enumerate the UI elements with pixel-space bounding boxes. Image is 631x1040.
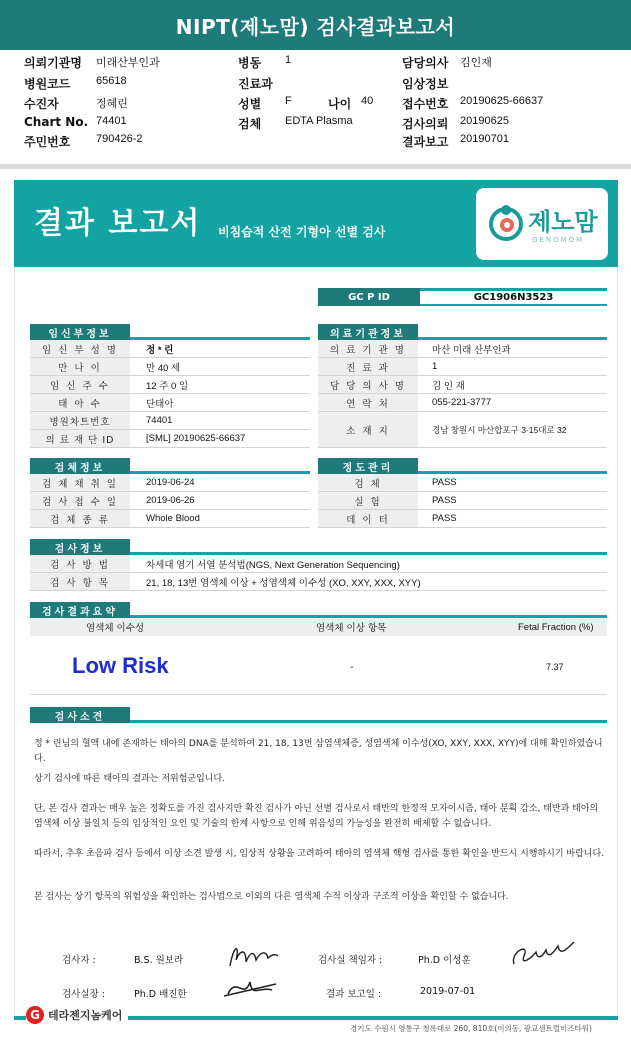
row-value: PASS: [432, 513, 457, 524]
row-value: 단태아: [146, 398, 174, 410]
row-key: 실 험: [318, 492, 418, 509]
row-value: 21, 18, 13번 염색체 이상 + 성염색체 이수성 (XO, XXY, XXX, XYY): [146, 577, 421, 589]
row-value: 1: [432, 361, 438, 372]
row-key: 검 사 항 목: [30, 573, 130, 590]
summary-header-row: [30, 618, 607, 636]
table-row: [30, 412, 310, 430]
table-row: [30, 340, 310, 358]
age-label: 나이: [328, 97, 352, 111]
examiner-signature: [226, 940, 280, 970]
row-value: 2019-06-24: [146, 477, 195, 488]
section-rule: [130, 720, 607, 723]
row-key: 진 료 과: [318, 358, 418, 375]
findings-paragraph: 단, 본 검사 결과는 매우 높은 정확도를 가진 검사지만 확진 검사가 아닌 선별 검사로서 태반의 한정적 모자이시즘, 태아 분획 감소, 태반과 태아의 염색체 이상 불일치 등의 임상적인 요인 및 기술의 한계 사항으로 인해 위음성의 가능성을 완전히 배제할 수 없습니다.: [34, 804, 599, 829]
summary-section-head: 검사결과요약: [30, 602, 130, 618]
summary-col-ff: Fetal Fraction (%): [518, 621, 594, 633]
company-g-icon: G: [26, 1006, 44, 1024]
age-value: 40: [361, 95, 374, 107]
lab-head-label: 검사실 책임자 :: [318, 955, 383, 966]
chart-value: 74401: [96, 115, 127, 127]
gc-id-label: GC P ID: [318, 288, 420, 306]
clinical-label: 임상정보: [402, 77, 449, 91]
meta-row: [0, 54, 631, 73]
banner-subtitle: 비침습적 산전 기형아 선별 검사: [218, 225, 386, 239]
row-value: 차세대 염기 서열 분석법(NGS, Next Generation Sequencing): [146, 559, 400, 571]
report-value: 20190701: [460, 133, 509, 145]
table-row: [318, 510, 607, 528]
company-name: 테라젠지놈케어: [48, 1009, 123, 1022]
row-value: 74401: [146, 415, 173, 426]
meta-row: [0, 133, 631, 152]
request-value: 20190625: [460, 115, 509, 127]
test-table: [30, 555, 607, 591]
table-row: [30, 492, 310, 510]
table-row: [30, 376, 310, 394]
report-title: NIPT(제노맘) 검사결과보고서: [0, 0, 631, 50]
logo-sub: GENOMOM: [532, 236, 585, 244]
patient-name: 정 * 린: [146, 344, 174, 356]
row-value: 마산 미래 산부인과: [432, 344, 511, 356]
request-label: 검사의뢰: [402, 117, 449, 131]
test-section-head: 검사정보: [30, 539, 130, 555]
ward-value: 1: [285, 54, 292, 66]
table-row: [30, 430, 310, 448]
table-row: [30, 555, 607, 573]
code-value: 65618: [96, 75, 127, 87]
hospital-value: 미래산부인과: [96, 57, 160, 69]
patient-table: [30, 340, 310, 448]
institution-section-head: 의료기관정보: [318, 324, 418, 340]
rrn-value: 790426-2: [96, 133, 143, 145]
row-value: [SML] 20190625-66637: [146, 433, 246, 444]
specimen-label: 검체: [238, 117, 262, 131]
findings-paragraph: 따라서, 추후 초음파 검사 등에서 이상 소견 발생 시, 임상적 상황을 고려하여 태아의 염색체 핵형 검사를 통한 확인을 반드시 시행하시기 바랍니다.: [34, 849, 605, 859]
table-row: [30, 573, 607, 591]
company-logo: [26, 1006, 128, 1024]
table-row: [318, 474, 607, 492]
recipient-label: 수진자: [24, 97, 59, 111]
table-row: [318, 340, 607, 358]
receipt-label: 접수번호: [402, 97, 449, 111]
sex-label: 성별: [238, 97, 262, 111]
row-key: 임 신 주 수: [30, 376, 130, 393]
dept-label: 진료과: [238, 77, 273, 91]
row-value: 2019-06-26: [146, 495, 195, 506]
row-key: 임 신 부 성 명: [30, 340, 130, 357]
lab-head-name: Ph.D 이성훈: [418, 955, 471, 966]
meta-row: [0, 115, 631, 134]
findings-section-head: 검사소견: [30, 707, 130, 723]
director-label: 검사실장 :: [62, 989, 105, 1000]
receipt-value: 20190625-66637: [460, 95, 544, 107]
lab-head-signature: [508, 936, 578, 972]
table-row: [30, 358, 310, 376]
fetal-fraction-value: 7.37: [546, 662, 564, 672]
table-row: [318, 376, 607, 394]
logo-text: 제노맘: [528, 208, 598, 236]
patient-section-head: 임신부정보: [30, 324, 130, 340]
row-value: PASS: [432, 495, 457, 506]
table-row: [318, 412, 607, 448]
row-value: 경남 창원시 마산합포구 3·15대로 32: [432, 424, 567, 435]
meta-info: [0, 54, 631, 154]
examiner-label: 검사자 :: [62, 955, 96, 966]
logo-mother-icon: [486, 202, 526, 242]
gc-id-value: GC1906N3523: [420, 288, 607, 306]
specimen-value: EDTA Plasma: [285, 115, 353, 127]
table-row: [30, 474, 310, 492]
summary-bottom-rule: [30, 694, 607, 695]
row-value: 055-221-3777: [432, 397, 492, 408]
banner-title: 결과 보고서: [34, 206, 202, 241]
report-label: 결과보고: [402, 135, 449, 149]
result-banner: [14, 180, 618, 267]
genomom-logo: [476, 188, 608, 260]
doctor-value: 김인재: [460, 57, 492, 69]
row-key: 검 사 접 수 일: [30, 492, 130, 509]
qc-section-head: 정도관리: [318, 458, 418, 474]
row-value: 만 40 세: [146, 362, 181, 374]
doctor-label: 담당의사: [402, 56, 449, 70]
row-value: PASS: [432, 477, 457, 488]
row-value: Whole Blood: [146, 513, 200, 524]
institution-table: [318, 340, 607, 448]
findings-paragraph: 상기 검사에 따른 태아의 결과는 저위험군입니다.: [34, 774, 226, 784]
row-key: 의 료 재 단 ID: [30, 430, 130, 447]
row-value: 김 인 재: [432, 380, 465, 392]
company-address: 경기도 수원시 영통구 청록대로 260, 810호(이의동, 광교센트럴비즈타워): [350, 1024, 592, 1033]
report-date-label: 결과 보고일 :: [326, 989, 382, 1000]
row-key: 검 체 채 취 일: [30, 474, 130, 491]
director-signature: [222, 972, 278, 1004]
row-key: 담 당 의 사 명: [318, 376, 418, 393]
table-row: [318, 358, 607, 376]
meta-row: [0, 75, 631, 94]
director-name: Ph.D 배진한: [134, 989, 187, 1000]
row-key: 검 체 종 류: [30, 510, 130, 527]
row-key: 소 재 지: [318, 412, 418, 447]
meta-row: [0, 95, 631, 114]
row-key: 연 락 처: [318, 394, 418, 411]
specimen-section-head: 검체정보: [30, 458, 130, 474]
row-key: 병원차트번호: [30, 412, 130, 429]
specimen-table: [30, 474, 310, 528]
row-key: 검 체: [318, 474, 418, 491]
row-value: 12 주 0 일: [146, 380, 189, 392]
row-key: 데 이 터: [318, 510, 418, 527]
findings-paragraph: 본 검사는 상기 항목의 위험성을 확인하는 검사법으로 이외의 다른 염색체 수적 이상과 구조적 이상을 확인할 수 없습니다.: [34, 892, 509, 902]
code-label: 병원코드: [24, 77, 71, 91]
summary-col-aneuploidy: 염색체 이수성: [86, 623, 145, 634]
table-row: [30, 394, 310, 412]
row-key: 태 아 수: [30, 394, 130, 411]
row-key: 의 료 기 관 명: [318, 340, 418, 357]
risk-result: Low Risk: [72, 653, 169, 678]
summary-col-abnormal: 염색체 이상 항목: [316, 623, 387, 634]
ward-label: 병동: [238, 56, 262, 70]
table-row: [318, 492, 607, 510]
sex-value: F: [285, 95, 292, 107]
report-date-value: 2019-07-01: [420, 986, 476, 997]
divider: [0, 164, 631, 169]
findings-paragraph: 정 * 린님의 혈액 내에 존재하는 태아의 DNA를 분석하여 21, 18, 13번 삼염색체증, 성염색체 이수성(XO, XXY, XXX, XYY)에 대해 확인하였습니다.: [34, 739, 603, 764]
hospital-label: 의뢰기관명: [24, 56, 82, 70]
rrn-label: 주민번호: [24, 135, 71, 149]
table-row: [30, 510, 310, 528]
qc-table: [318, 474, 607, 528]
recipient-value: 정혜린: [96, 98, 128, 110]
table-row: [318, 394, 607, 412]
row-key: 검 사 방 법: [30, 555, 130, 572]
abnormal-item-value: -: [350, 662, 354, 673]
chart-label: Chart No.: [24, 115, 89, 129]
row-key: 만 나 이: [30, 358, 130, 375]
examiner-name: B.S. 원보라: [134, 955, 184, 966]
